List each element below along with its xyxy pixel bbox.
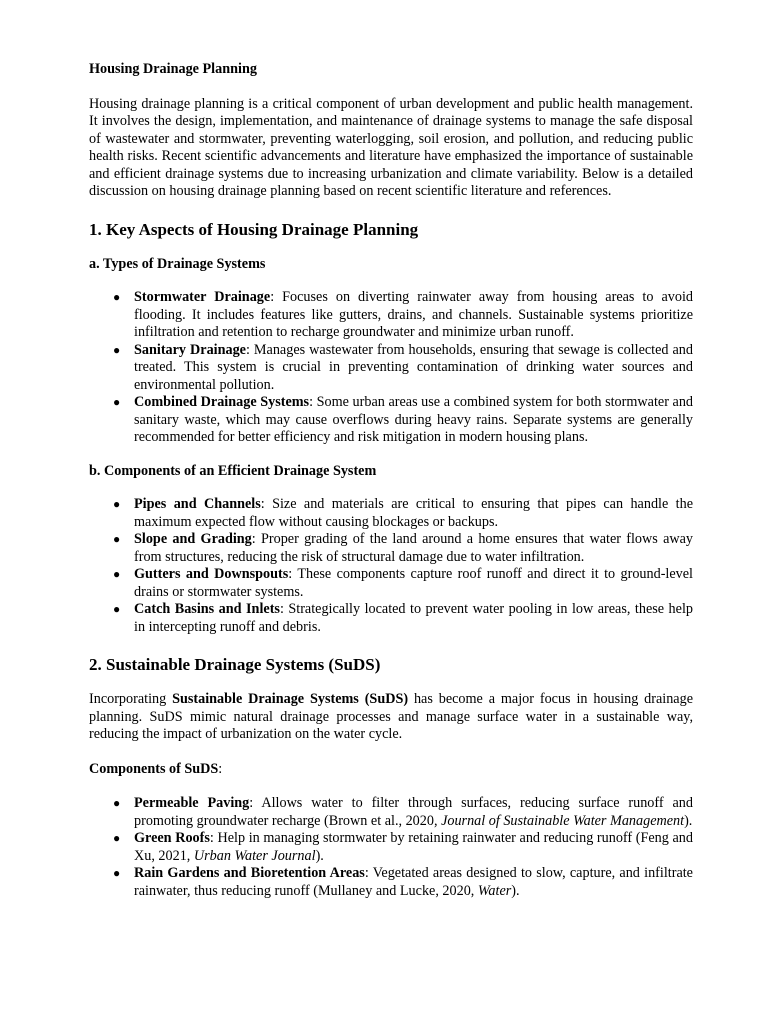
bullet-icon: ●	[113, 831, 121, 845]
suds-intro-before: Incorporating	[89, 691, 173, 707]
item-citation: Journal of Sustainable Water Management	[441, 812, 685, 829]
bullet-icon: ●	[113, 602, 121, 616]
bullet-icon: ●	[113, 290, 121, 304]
bullet-icon: ●	[113, 497, 121, 511]
suds-components-colon: :	[218, 760, 223, 777]
item-text: : Size and materials are critical to ensuring that pipes can handle the maximum expected flow without causing blockages or backups.	[134, 496, 693, 530]
item-term: Permeable Paving	[134, 795, 250, 811]
drainage-types-list	[89, 289, 693, 447]
intro-paragraph: Housing drainage planning is a critical component of urban development and public health management. It involves the design, implementation, and maintenance of drainage systems to manage the safe disposal of wastewater and stormwater, preventing waterlogging, soil erosion, and pollution, and reducing public health risks. Recent scientific advancements and literature have emphasized the importance of sustainable and efficient drainage systems due to increasing urbanization and climate variability. Below is a detailed discussion on housing drainage planning based on recent scientific literature and references.	[89, 95, 693, 199]
item-text: : Allows water to filter through surfaces, reducing surface runoff and promoting groundwater recharge (Brown et al., 2020,	[134, 795, 693, 829]
item-term: Pipes and Channels	[134, 496, 261, 512]
list-item	[113, 795, 693, 830]
item-text: : Strategically located to prevent water pooling in low areas, these help in intercepting runoff and debris.	[134, 601, 693, 635]
list-item	[113, 496, 693, 531]
item-end: ).	[511, 882, 520, 899]
bullet-icon: ●	[113, 342, 121, 357]
document-title: Housing Drainage Planning	[89, 61, 257, 77]
list-item	[113, 341, 693, 395]
item-term: Stormwater Drainage	[134, 289, 271, 305]
suds-components-label	[89, 761, 693, 779]
bullet-icon: ●	[113, 866, 121, 880]
item-text: : Focuses on diverting rainwater away from housing areas to avoid flooding. It includes features like gutters, drains, and channels. Sustainable systems prioritize infiltration and retention to recharge groundwater and minimize urban runoff.	[134, 289, 693, 340]
item-text: : Help in managing stormwater by retaining rainwater and reducing runoff (Feng and Xu, 2021,	[134, 830, 693, 864]
item-text: : Vegetated areas designed to slow, capture, and infiltrate rainwater, thus reducing runoff (Mullaney and Lucke, 2020,	[134, 865, 693, 899]
section-2-heading: 2. Sustainable Drainage Systems (SuDS)	[89, 655, 381, 674]
subsection-b-heading: b. Components of an Efficient Drainage System	[89, 462, 377, 479]
list-item	[113, 566, 693, 601]
bullet-icon: ●	[113, 567, 121, 581]
list-item	[113, 394, 694, 447]
item-text: : Some urban areas use a combined system for both stormwater and sanitary waste, which may cause overflows during heavy rains. Separate systems are generally recommended for better efficiency and risk mitigation in modern housing plans.	[134, 394, 694, 445]
item-citation: Urban Water Journal	[193, 847, 316, 864]
list-item	[113, 865, 693, 900]
list-item	[113, 289, 693, 342]
item-end: ).	[315, 847, 324, 864]
bullet-icon: ●	[113, 395, 121, 409]
drainage-components-list	[89, 496, 693, 636]
list-item	[113, 531, 694, 566]
bullet-icon: ●	[113, 796, 121, 810]
item-term: Sanitary Drainage	[134, 341, 246, 358]
item-text: : Manages wastewater from households, ensuring that sewage is collected and treated. This system is crucial in preventing contamination of drinking water sources and environmental pollution.	[134, 341, 693, 393]
suds-intro-bold: Sustainable Drainage Systems (SuDS)	[172, 691, 409, 707]
item-term: Green Roofs	[134, 830, 210, 846]
item-text: : Proper grading of the land around a home ensures that water flows away from structures, reducing the risk of structural damage due to water infiltration.	[134, 531, 694, 565]
section-1-heading: 1. Key Aspects of Housing Drainage Planning	[89, 219, 419, 239]
item-term: Slope and Grading	[134, 531, 252, 547]
subsection-a-heading: a. Types of Drainage Systems	[89, 255, 266, 272]
bullet-icon: ●	[113, 532, 121, 546]
suds-intro-after: has become a major focus in housing drainage planning. SuDS mimic natural drainage processes and manage surface water in a sustainable way, reducing the impact of urbanization on the water cycle.	[89, 691, 693, 742]
item-text: : These components capture roof runoff and direct it to ground-level drains or stormwater systems.	[134, 566, 693, 600]
suds-intro-paragraph	[89, 691, 693, 744]
item-end: ).	[684, 812, 693, 829]
item-term: Combined Drainage Systems	[134, 394, 310, 410]
suds-components-label-text: Components of SuDS	[89, 760, 219, 777]
item-term: Rain Gardens and Bioretention Areas	[134, 865, 365, 881]
item-term: Catch Basins and Inlets	[134, 601, 280, 617]
list-item	[113, 601, 693, 636]
item-citation: Water	[477, 882, 512, 899]
list-item	[113, 830, 693, 865]
document-page	[89, 61, 693, 916]
item-term: Gutters and Downspouts	[134, 566, 289, 582]
suds-components-list	[89, 795, 693, 900]
